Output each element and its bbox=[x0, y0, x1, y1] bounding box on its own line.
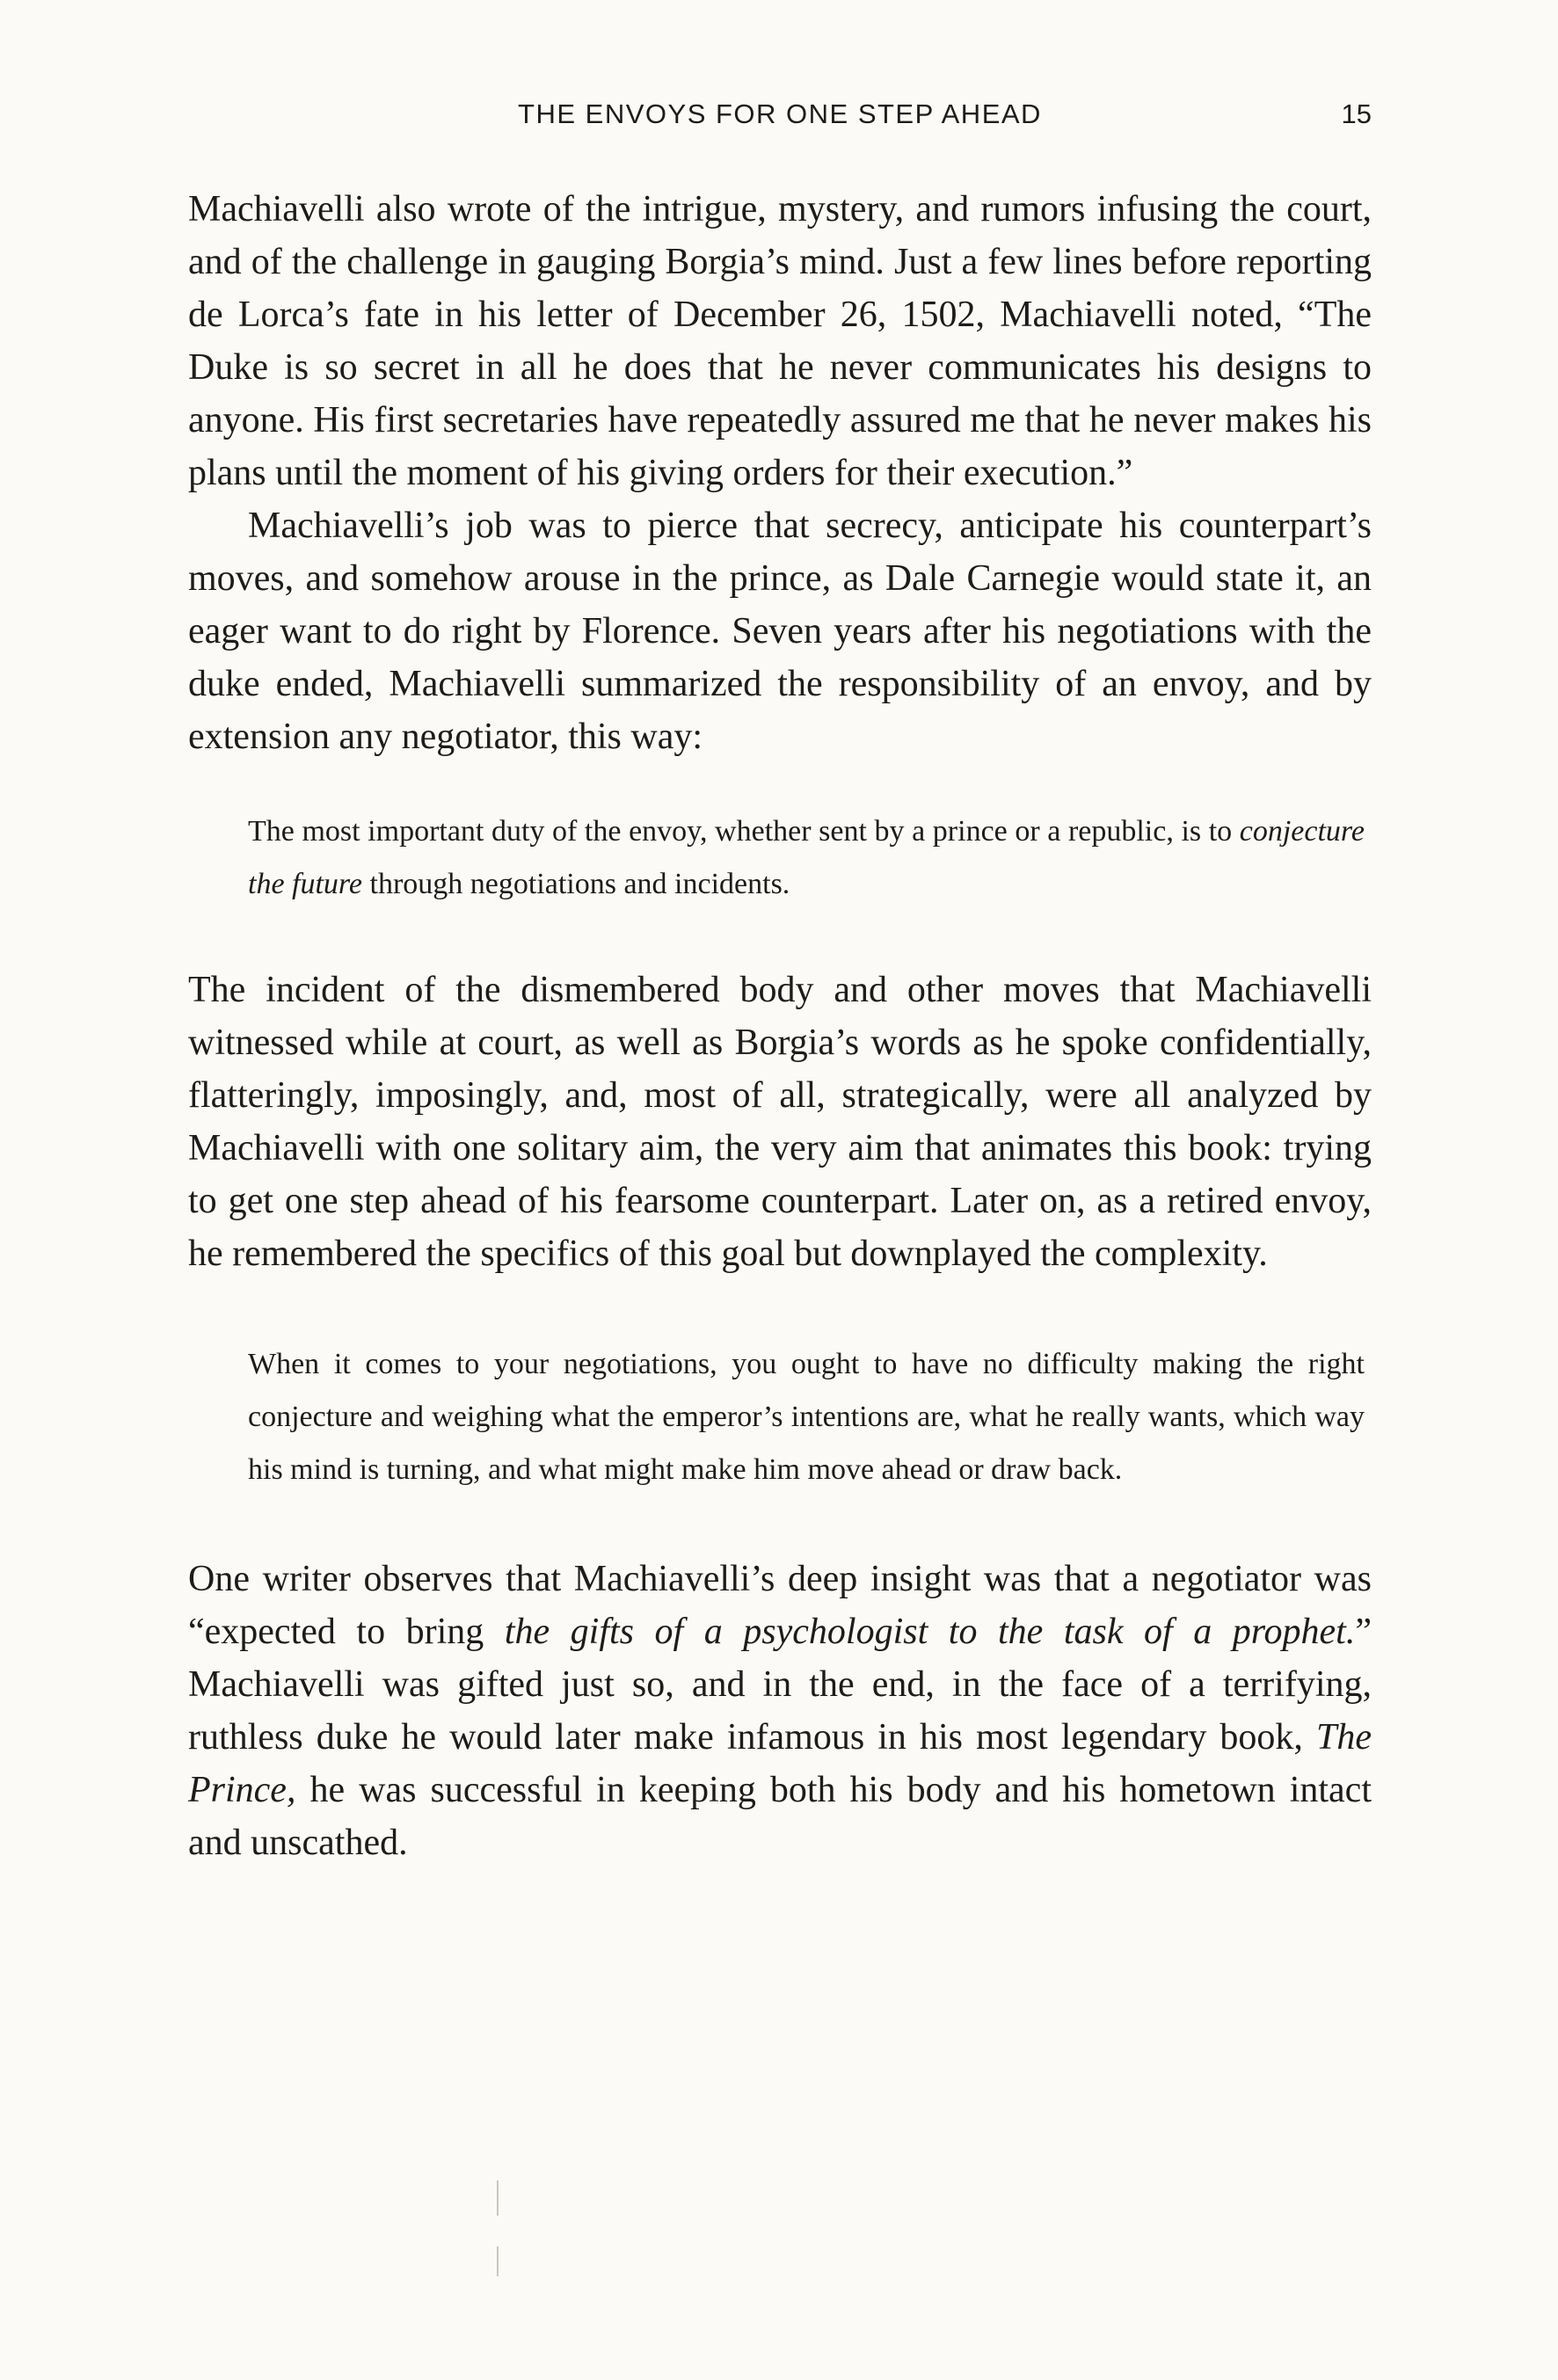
running-title: THE ENVOYS FOR ONE STEP AHEAD bbox=[518, 98, 1042, 129]
paragraph-4-text-start: One writer observes that Machiavelli’s deep insight was that a negotiator was “expected to bring bbox=[188, 1559, 1372, 1652]
book-title-italic: The Prince, bbox=[188, 1717, 1372, 1810]
paragraph-4 bbox=[188, 1553, 1372, 1869]
block-quote-2: When it comes to your negotiations, you ought to have no difficulty making the right conjecture and weighing what the emperor’s intentions are, what he really wants, which way his mind is turning, and what might make him move ahead or draw back. bbox=[248, 1348, 1365, 1486]
paragraph-1: Machiavelli also wrote of the intrigue, mystery, and rumors infusing the court, and of the challenge in gauging Borgia’s mind. Just a few lines before reporting de Lorca’s fate in his letter of December 26, 1502, Machiavelli noted, “The Duke is so secret in all he does that he never communicates his designs to anyone. His first secretaries have repeatedly assured me that he never makes his plans until the moment of his giving orders for their execution.” bbox=[188, 189, 1372, 493]
running-head bbox=[188, 98, 1372, 134]
quote-1-text-end: through negotiations and incidents. bbox=[362, 868, 790, 900]
quote-1-italic: conjecture the future bbox=[248, 815, 1365, 900]
paragraph-3: The incident of the dismembered body and other moves that Machiavelli witnessed while at court, as well as Borgia’s words as he spoke confidentially, flatteringly, imposingly, and, most of all, strategically, were all analyzed by Machiavelli with one solitary aim, the very aim that animates this book: trying to get one step ahead of his fearsome counterpart. Later on, as a retired envoy, he remembered the specifics of this goal but downplayed the complexity. bbox=[188, 970, 1372, 1274]
quote-1-text-start: The most important duty of the envoy, whether sent by a prince or a republic, is to bbox=[248, 815, 1240, 848]
paragraph-4-text-middle: ” Machiavelli was gifted just so, and in the end, in the face of a terrifying, ruthless duke he would later make infamous in his most legendary book, bbox=[188, 1612, 1372, 1758]
scan-artifact-line bbox=[497, 2246, 499, 2276]
body-text bbox=[188, 183, 1372, 1869]
paragraph-2: Machiavelli’s job was to pierce that secrecy, anticipate his counterpart’s moves, and somehow arouse in the prince, as Dale Carnegie would state it, an eager want to do right by Florence. Seven years after his negotiations with the duke ended, Machiavelli summarized the responsibility of an envoy, and by extension any negotiator, this way: bbox=[188, 506, 1372, 757]
paragraph-4-italic-1: the gifts of a psychologist to the task of a prophet. bbox=[504, 1612, 1356, 1652]
block-quote-1 bbox=[188, 805, 1365, 911]
page-number: 15 bbox=[1341, 98, 1372, 129]
scan-artifact-line bbox=[497, 2180, 499, 2216]
paragraph-4-text-end: he was successful in keeping both his body and his hometown intact and unscathed. bbox=[188, 1770, 1372, 1863]
